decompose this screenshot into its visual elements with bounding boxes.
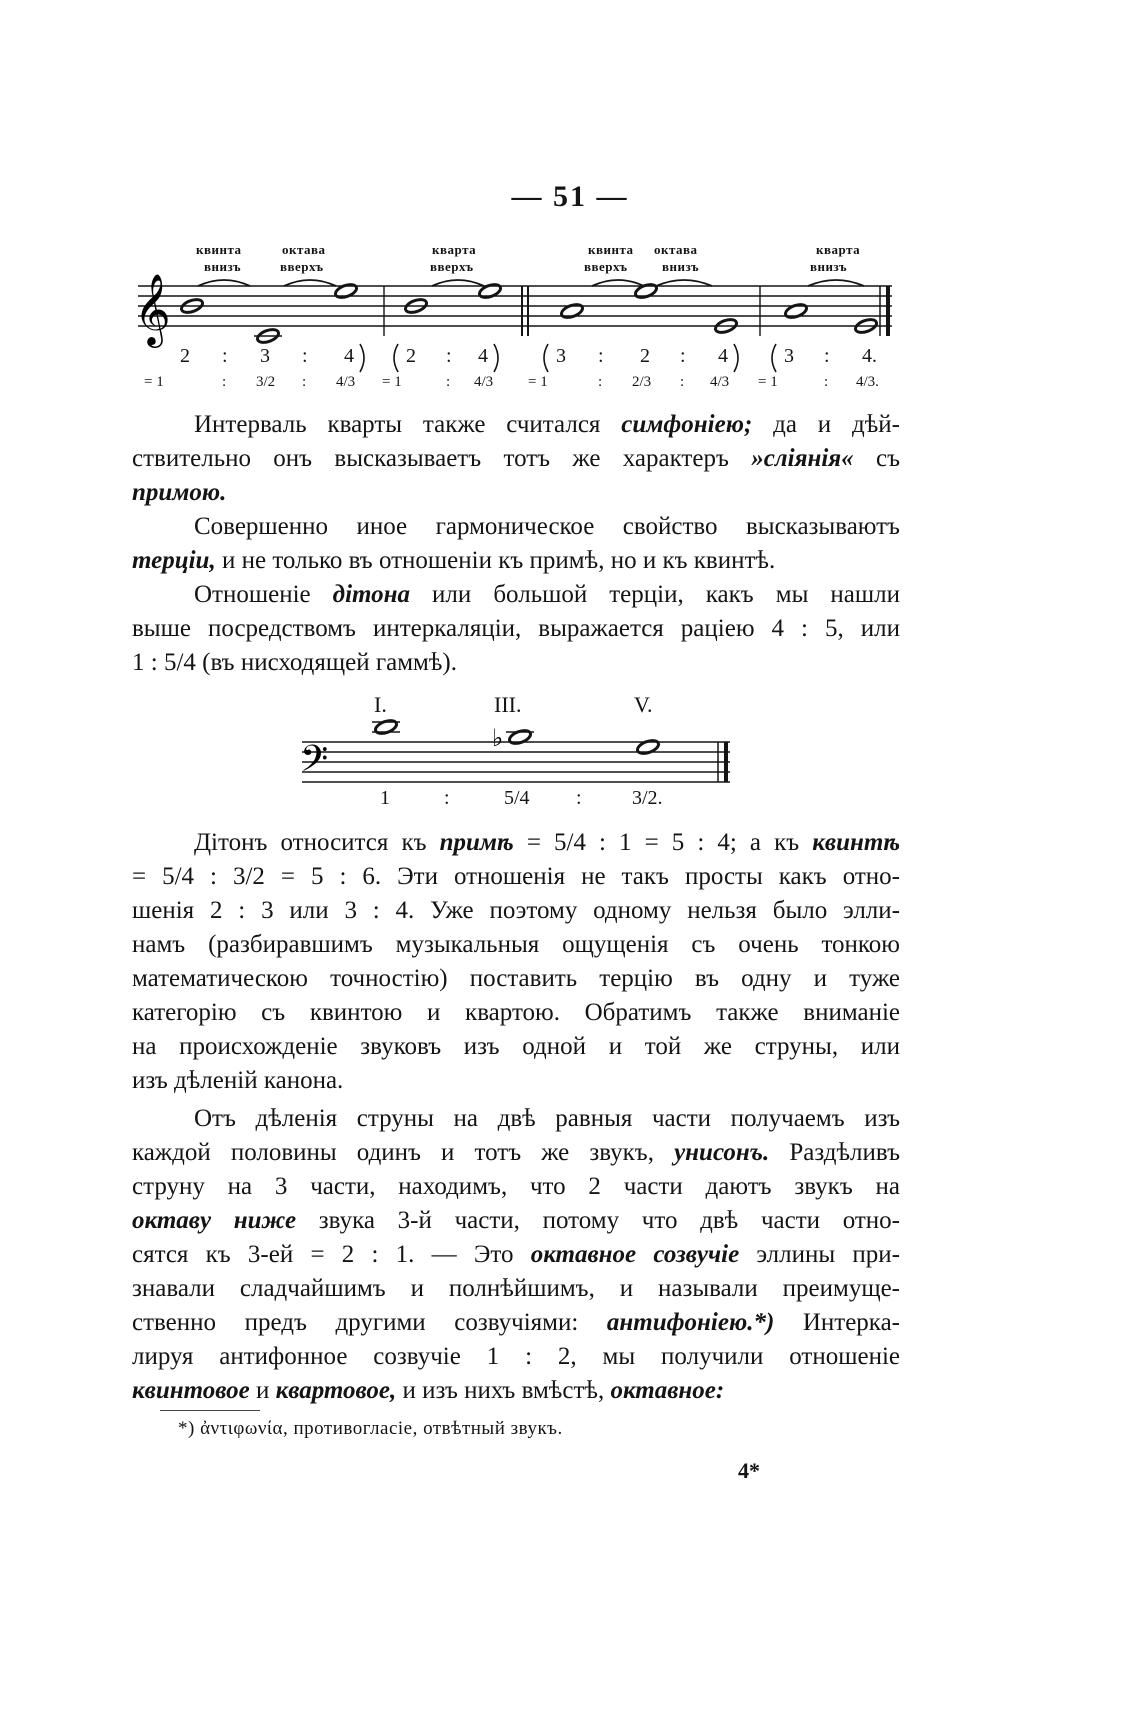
page-number: — 51 — [511, 180, 629, 213]
ratio-value: : [824, 345, 830, 367]
emphasis: октавное: [610, 1377, 725, 1404]
emphasis: унисонъ. [674, 1139, 770, 1166]
flat-icon: ♭ [492, 724, 504, 752]
paragraph-4: Дітонъ относится къ примѣ = 5/4 : 1 = 5 : 4; а къ квинтѣ = 5/4 : 3/2 = 5 : 6. Эти отношенія не такъ просты какъ отно- шенія 2 : 3 или 3 : 4. Уже поэтому одному нельзя было элли- намъ (разбиравшимъ музыкальныя ощущенія съ очень тонкою математическою точностію) поставить терцію въ одну и туже категорію съ квинтою и квартою. Обратимъ также вниманіе на происхожденіе звуковъ изъ одной и той же струны, или изъ дѣленій канона. [132, 829, 901, 1094]
ratio-value: 2 [640, 345, 650, 367]
ratio-value: 3 [556, 345, 566, 367]
ratio-value: 4/3. [856, 374, 879, 390]
interval-label: кварта [432, 242, 477, 257]
ratio-value: : [576, 787, 582, 809]
ratio-value: 2 [406, 345, 416, 367]
interval-label: внизъ [810, 259, 848, 274]
ratio-value: : [222, 345, 228, 367]
emphasis: октавное созвучіе [530, 1241, 740, 1268]
ratio-value: 4. [862, 345, 877, 367]
emphasis: квартовое, [275, 1377, 397, 1404]
ratio-value: 3/2 [256, 374, 276, 390]
ratio-value: 3 [260, 345, 270, 367]
ratio-value: : [444, 787, 450, 809]
ratio-value: : [302, 345, 308, 367]
ratio-value: 4 [478, 345, 488, 367]
paragraph-1: Интерваль кварты также считался симфоніею; да и дѣй- ствительно онъ высказываетъ тотъ же характеръ »сліянія« съ примою. [132, 411, 901, 506]
footnote-divider [160, 1410, 260, 1411]
scale-degree: V. [634, 692, 653, 717]
ratio-value: : [824, 374, 829, 390]
emphasis: примою. [132, 479, 227, 506]
ratio-value: 2/3 [632, 374, 652, 390]
ratio-value: 5/4 [504, 787, 530, 809]
ratio-value: = 1 [528, 374, 548, 390]
scale-degree: III. [494, 692, 522, 717]
paragraph-5: Отъ дѣленія струны на двѣ равныя части получаемъ изъ каждой половины одинъ и тотъ же звукъ, унисонъ. Раздѣливъ струну на 3 части, находимъ, что 2 части даютъ звукъ на октаву ниже звука 3-й части, потому что двѣ части отно- сятся къ 3-ей = 2 : 1. — Это октавное созвучіе эллины при- знавали сладчайшимъ и полнѣйшимъ, и называли преимуще- ственно предъ другими созвучіями: антифоніею.*) Интерка- лируя антифонное созвучіе 1 : 2, мы получили отношеніе квинтовое и квартовое, и изъ нихъ вмѣстѣ, октавное: [132, 1105, 901, 1404]
emphasis: симфоніею; [621, 411, 753, 438]
ratio-value: = 1 [144, 374, 164, 390]
ratio-value: : [598, 374, 603, 390]
ratio-value: 2 [180, 345, 190, 367]
ratio-value: : [680, 345, 686, 367]
ratio-value: : [598, 345, 604, 367]
ratio-value: 3 [784, 345, 794, 367]
ratio-value: = 1 [382, 374, 402, 390]
interval-label: квинта [588, 242, 634, 257]
interval-label: вверхъ [584, 259, 628, 274]
emphasis: квинтовое [132, 1377, 250, 1404]
interval-label: вверхъ [280, 259, 324, 274]
ratio-value: = 1 [758, 374, 778, 390]
emphasis: »сліянія« [751, 445, 854, 472]
interval-label: внизъ [662, 259, 700, 274]
ratio-value: : [446, 345, 452, 367]
ratio-value: 3/2. [632, 787, 663, 809]
interval-label: внизъ [204, 259, 242, 274]
bass-clef-icon: 𝄢 [300, 738, 329, 789]
interval-label: октава [282, 242, 326, 257]
interval-label: октава [654, 242, 698, 257]
ratio-value: : [302, 374, 307, 390]
emphasis: терціи, [132, 547, 216, 574]
ratio-value: : [680, 374, 685, 390]
ratio-value: : [222, 374, 227, 390]
emphasis: антифоніею.*) [606, 1309, 775, 1336]
ratio-value: 4 [344, 345, 354, 367]
paragraph-2: Совершенно иное гармоническое свойство высказываютъ терціи, и не только въ отношеніи къ примѣ, но и къ квинтѣ. [132, 513, 900, 574]
ratio-value: 1 [380, 787, 390, 809]
ratio-value: 4/3 [474, 374, 494, 390]
emphasis: примѣ [439, 829, 514, 856]
emphasis: квинтѣ [812, 829, 901, 856]
emphasis: дітона [332, 581, 411, 608]
ratio-value: 4/3 [710, 374, 730, 390]
bass-staff-figure [0, 0, 1140, 820]
interval-label: квинта [196, 242, 242, 257]
ratio-value: : [446, 374, 451, 390]
paragraph-3: Отношеніе дітона или большой терціи, какъ мы нашли выше посредствомъ интеркаляціи, выражается раціею 4 : 5, или 1 : 5/4 (въ нисходящей гаммѣ). [132, 581, 900, 676]
ratio-value: 4/3 [336, 374, 356, 390]
signature-mark: 4* [738, 1458, 760, 1483]
footnote: *) ἀντιφωνία, противогласіе, отвѣтный звукъ. [178, 1418, 563, 1439]
treble-clef-icon: 𝄞 [134, 272, 171, 345]
scale-degree: I. [374, 692, 387, 717]
interval-label: кварта [816, 242, 861, 257]
emphasis: октаву ниже [132, 1207, 297, 1234]
interval-label: вверхъ [430, 259, 474, 274]
ratio-value: 4 [718, 345, 728, 367]
